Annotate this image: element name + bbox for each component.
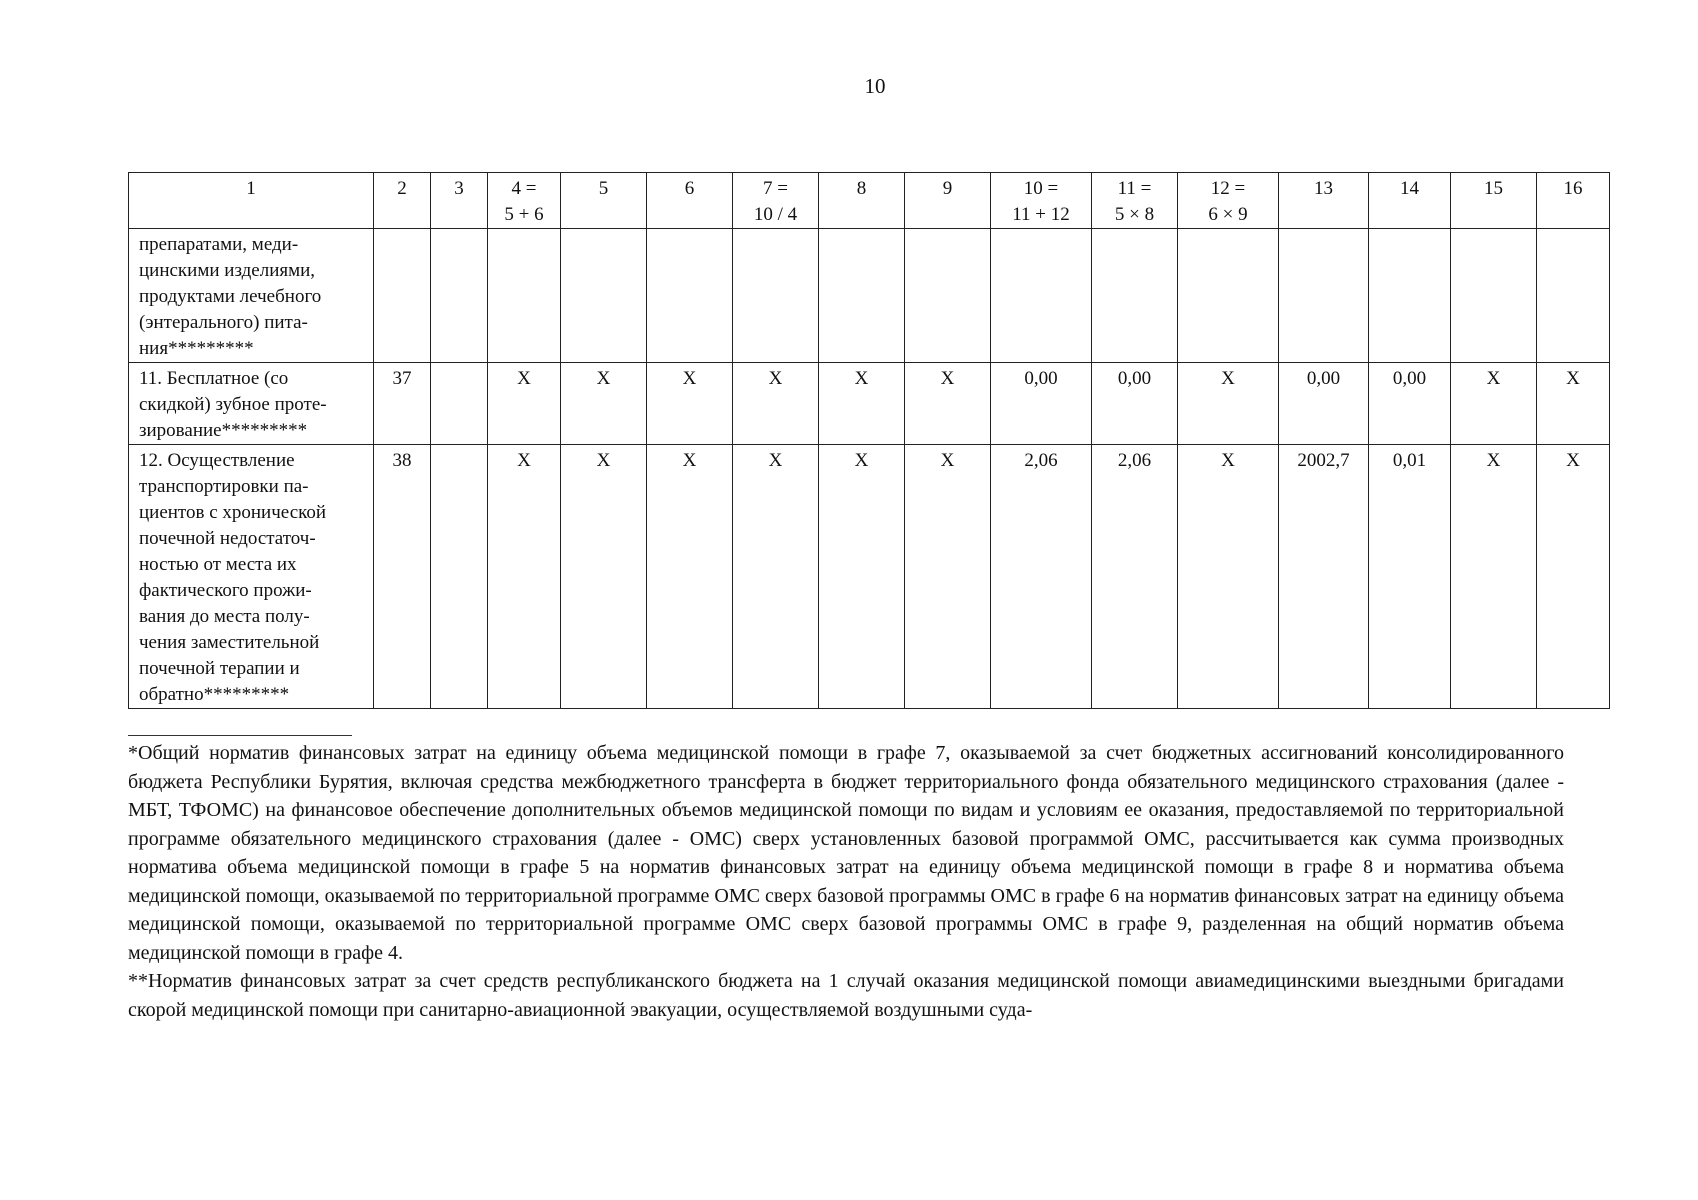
table-cell bbox=[647, 229, 733, 363]
row-description-line: фактического прожи- bbox=[139, 580, 312, 601]
normatives-table bbox=[128, 172, 1610, 709]
column-header-line: 15 bbox=[1484, 178, 1503, 199]
row-description-line: чения заместительной bbox=[139, 632, 320, 653]
table-header-row bbox=[129, 173, 1610, 229]
table-cell: X bbox=[561, 445, 647, 709]
page-number: 10 bbox=[864, 74, 886, 98]
column-header bbox=[374, 173, 431, 229]
table-cell: 2,06 bbox=[991, 445, 1092, 709]
table-row bbox=[129, 445, 1610, 709]
table-cell: X bbox=[905, 445, 991, 709]
table-cell: 0,01 bbox=[1369, 445, 1451, 709]
column-header-line: 13 bbox=[1314, 178, 1333, 199]
column-header bbox=[1369, 173, 1451, 229]
row-description-line: ния********* bbox=[139, 338, 254, 359]
column-header-line: 5 × 8 bbox=[1114, 204, 1155, 225]
table-cell: X bbox=[1451, 363, 1537, 445]
column-header bbox=[1092, 173, 1178, 229]
table-cell bbox=[733, 229, 819, 363]
table-cell bbox=[905, 229, 991, 363]
column-header-line: 2 bbox=[397, 178, 407, 199]
column-header bbox=[561, 173, 647, 229]
column-header bbox=[905, 173, 991, 229]
table-cell: X bbox=[488, 363, 561, 445]
footnotes bbox=[128, 739, 1564, 1024]
column-header bbox=[1178, 173, 1279, 229]
table-cell: X bbox=[1537, 445, 1610, 709]
table-cell bbox=[374, 229, 431, 363]
column-header-line: 11 + 12 bbox=[1012, 204, 1070, 225]
table-cell: X bbox=[905, 363, 991, 445]
row-description-line: продуктами лечебного bbox=[139, 286, 322, 307]
table-cell: X bbox=[819, 445, 905, 709]
column-header bbox=[647, 173, 733, 229]
column-header-line: 1 bbox=[246, 178, 256, 199]
row-description bbox=[129, 229, 374, 363]
table-cell bbox=[1537, 229, 1610, 363]
table-cell bbox=[1369, 229, 1451, 363]
table-cell: 2,06 bbox=[1092, 445, 1178, 709]
column-header-line: 8 bbox=[856, 178, 867, 199]
row-description-line: ностью от места их bbox=[139, 554, 297, 575]
row-description-line: циентов с хронической bbox=[139, 502, 327, 523]
row-description bbox=[129, 445, 374, 709]
row-description-line: вания до места полу- bbox=[139, 606, 310, 627]
table-cell: X bbox=[647, 363, 733, 445]
column-header-line: 3 bbox=[454, 178, 464, 199]
table-cell: 0,00 bbox=[1279, 363, 1369, 445]
table-cell bbox=[431, 363, 488, 445]
table-cell: 2002,7 bbox=[1279, 445, 1369, 709]
table-cell: 38 bbox=[374, 445, 431, 709]
table-cell: X bbox=[561, 363, 647, 445]
column-header-line: 5 + 6 bbox=[504, 204, 544, 225]
row-description-line: (энтерального) пита- bbox=[139, 312, 308, 333]
footnote: *Общий норматив финансовых затрат на единицу объема медицинской помощи в графе 7, оказываемой за счет бюджетных ассигнований консолидированного бюджета Республики Бурятия, включая средства межбюджетного трансферта в бюджет территориального фонда обязательного медицинского страхования (далее - МБТ, ТФОМС) на финансовое обеспечение дополнительных объемов медицинской помощи по видам и условиям ее оказания, предоставляемой по территориальной программе обязательного медицинского страхования (далее - ОМС) сверх установленных базовой программой ОМС, рассчитывается как сумма производных норматива объема медицинской помощи в графе 5 на норматив финансовых затрат на единицу объема медицинской помощи в графе 8 и норматива объема медицинской помощи, оказываемой по территориальной программе ОМС сверх базовой программы ОМС в графе 6 на норматив финансовых затрат на единицу объема медицинской помощи, оказываемой по территориальной программе ОМС сверх базовой программы ОМС в графе 9, разделенная на общий норматив объема медицинской помощи в графе 4. bbox=[128, 742, 1564, 964]
row-description-line: 12. Осуществление bbox=[139, 450, 295, 471]
table-cell: X bbox=[819, 363, 905, 445]
row-description-line: зирование********* bbox=[139, 420, 308, 441]
table-row bbox=[129, 363, 1610, 445]
column-header-line: 10 = bbox=[1023, 178, 1059, 199]
table-cell: X bbox=[1178, 363, 1279, 445]
column-header-line: 14 bbox=[1400, 178, 1419, 199]
column-header-line: 5 bbox=[598, 178, 609, 199]
table-cell bbox=[1451, 229, 1537, 363]
table-cell: 0,00 bbox=[991, 363, 1092, 445]
row-description-line: препаратами, меди- bbox=[139, 234, 299, 255]
column-header bbox=[129, 173, 374, 229]
column-header-line: 6 × 9 bbox=[1208, 204, 1248, 225]
column-header-line: 16 bbox=[1563, 178, 1583, 199]
footnote: **Норматив финансовых затрат за счет средств республиканского бюджета на 1 случай оказания медицинской помощи авиамедицинскими выездными бригадами скорой медицинской помощи при санитарно-авиационной эвакуации, осуществляемой воздушными суда- bbox=[128, 970, 1564, 1021]
table-cell: X bbox=[488, 445, 561, 709]
table-cell: X bbox=[733, 445, 819, 709]
row-description-line: почечной недостаточ- bbox=[139, 528, 316, 549]
row-description-line: 11. Бесплатное (со bbox=[139, 368, 289, 389]
table-cell: 37 bbox=[374, 363, 431, 445]
column-header bbox=[819, 173, 905, 229]
table-cell bbox=[431, 229, 488, 363]
row-description-line: транспортировки па- bbox=[139, 476, 309, 497]
column-header bbox=[991, 173, 1092, 229]
row-description-line: почечной терапии и bbox=[139, 658, 300, 679]
column-header-line: 9 bbox=[942, 178, 953, 199]
table-cell: X bbox=[733, 363, 819, 445]
row-description bbox=[129, 363, 374, 445]
column-header bbox=[1279, 173, 1369, 229]
column-header-line: 10 / 4 bbox=[753, 204, 798, 225]
row-description-line: цинскими изделиями, bbox=[139, 260, 316, 281]
table-cell: X bbox=[1178, 445, 1279, 709]
column-header-line: 7 = bbox=[763, 178, 788, 199]
table-cell: 0,00 bbox=[1369, 363, 1451, 445]
table-cell: X bbox=[1537, 363, 1610, 445]
column-header-line: 6 bbox=[684, 178, 695, 199]
table-cell bbox=[1178, 229, 1279, 363]
column-header bbox=[1537, 173, 1610, 229]
column-header bbox=[1451, 173, 1537, 229]
column-header-line: 11 = bbox=[1117, 178, 1152, 199]
table-cell bbox=[1279, 229, 1369, 363]
table-cell bbox=[819, 229, 905, 363]
table-cell bbox=[1092, 229, 1178, 363]
row-description-line: скидкой) зубное проте- bbox=[139, 394, 327, 415]
column-header-line: 12 = bbox=[1210, 178, 1246, 199]
column-header bbox=[431, 173, 488, 229]
table-cell: X bbox=[647, 445, 733, 709]
column-header bbox=[733, 173, 819, 229]
table-cell bbox=[991, 229, 1092, 363]
column-header-line: 4 = bbox=[511, 178, 537, 199]
footnote-separator bbox=[128, 735, 352, 736]
table-cell bbox=[488, 229, 561, 363]
table-cell bbox=[431, 445, 488, 709]
row-description-line: обратно********* bbox=[139, 684, 290, 705]
column-header bbox=[488, 173, 561, 229]
table-cell: X bbox=[1451, 445, 1537, 709]
table-cell: 0,00 bbox=[1092, 363, 1178, 445]
table-cell bbox=[561, 229, 647, 363]
table-row bbox=[129, 229, 1610, 363]
